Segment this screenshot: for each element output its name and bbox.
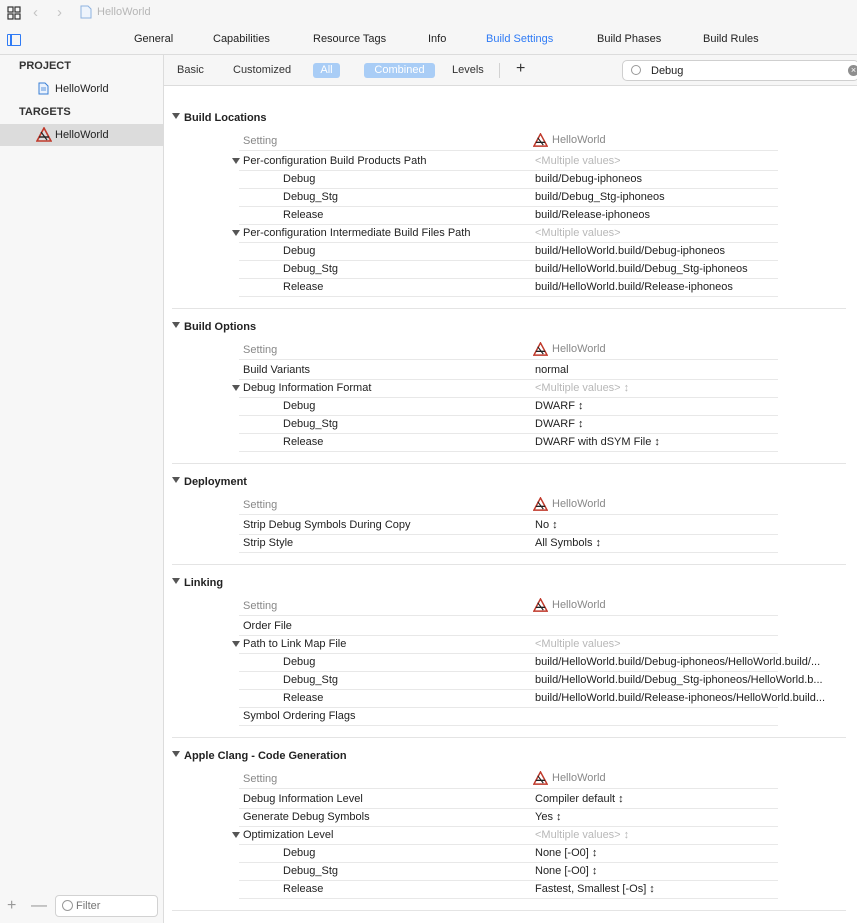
section-divider	[172, 564, 846, 565]
setting-name: Generate Debug Symbols	[243, 811, 370, 823]
setting-name: Build Variants	[243, 364, 311, 376]
clear-search-icon[interactable]: ×	[848, 65, 857, 76]
tab-build-settings[interactable]: Build Settings	[486, 33, 554, 45]
setting-value[interactable]: build/Release-iphoneos	[535, 209, 650, 221]
section-disclosure-icon[interactable]	[172, 477, 180, 483]
filter-field[interactable]	[55, 895, 158, 917]
setting-value[interactable]: <Multiple values>	[535, 638, 621, 650]
column-header-row	[239, 494, 778, 515]
column-header-row	[239, 339, 778, 360]
section-title: Deployment	[184, 476, 247, 488]
filter-icon	[62, 900, 73, 911]
breadcrumb-project[interactable]: HelloWorld	[97, 6, 151, 18]
setting-row[interactable]	[239, 862, 778, 881]
setting-row[interactable]	[239, 880, 778, 899]
search-field[interactable]	[622, 60, 857, 81]
scope-bar	[164, 55, 857, 86]
setting-row[interactable]	[239, 635, 778, 654]
section-title: Build Locations	[184, 112, 267, 124]
setting-name: Debug Information Format	[243, 382, 372, 394]
setting-name: Strip Debug Symbols During Copy	[243, 519, 411, 531]
tab-build-rules[interactable]: Build Rules	[703, 33, 759, 45]
back-arrow-icon[interactable]: ‹	[33, 4, 38, 21]
section-title: Linking	[184, 577, 224, 589]
setting-name: Release	[283, 436, 324, 448]
target-column-header	[533, 342, 606, 356]
setting-value[interactable]: Compiler default ↕	[535, 793, 624, 805]
target-column-label: HelloWorld	[552, 133, 606, 146]
setting-row[interactable]	[239, 379, 778, 398]
setting-value[interactable]: build/Debug_Stg-iphoneos	[535, 191, 665, 203]
sidebar-item-label: HelloWorld	[55, 129, 109, 141]
setting-row[interactable]	[239, 242, 778, 261]
setting-value[interactable]: DWARF ↕	[535, 418, 584, 430]
section-title: Build Options	[184, 321, 257, 333]
setting-row[interactable]	[239, 653, 821, 672]
setting-value[interactable]: No ↕	[535, 519, 558, 531]
disclosure-icon[interactable]	[232, 385, 240, 391]
column-header-row	[239, 595, 778, 616]
toolbar	[0, 0, 857, 26]
disclosure-icon[interactable]	[232, 158, 240, 164]
setting-name: Release	[283, 281, 324, 293]
setting-row[interactable]	[239, 790, 778, 809]
project-heading: PROJECT	[19, 60, 71, 72]
divider	[499, 63, 500, 78]
section-title: Apple Clang - Code Generation	[184, 750, 347, 762]
setting-name: Debug	[283, 656, 316, 668]
tab-info[interactable]: Info	[428, 33, 447, 45]
app-target-icon	[36, 127, 52, 142]
tab-resource-tags[interactable]: Resource Tags	[313, 33, 387, 45]
setting-name: Release	[283, 692, 324, 704]
target-column-label: HelloWorld	[552, 771, 606, 784]
setting-row[interactable]	[239, 671, 823, 690]
setting-row[interactable]	[239, 397, 778, 416]
setting-row[interactable]	[239, 152, 778, 171]
setting-column-header: Setting	[243, 499, 278, 511]
sidebar-item-target[interactable]	[0, 124, 163, 146]
section-disclosure-icon[interactable]	[172, 322, 180, 328]
add-icon[interactable]: +	[7, 897, 17, 914]
section-divider	[172, 910, 846, 911]
target-column-header	[533, 771, 606, 785]
setting-row[interactable]	[239, 707, 778, 726]
setting-column-header: Setting	[243, 773, 278, 785]
search-icon	[631, 65, 641, 75]
column-header-row	[239, 130, 778, 151]
setting-row[interactable]	[239, 224, 778, 243]
setting-value[interactable]: None [-O0] ↕	[535, 847, 598, 859]
app-target-icon	[533, 342, 548, 356]
project-navigator	[0, 55, 164, 923]
section-divider	[172, 737, 846, 738]
add-setting-icon[interactable]: +	[516, 60, 526, 77]
target-column-header	[533, 497, 606, 511]
setting-name: Debug	[283, 245, 316, 257]
setting-row[interactable]	[239, 278, 778, 297]
setting-name: Debug Information Level	[243, 793, 363, 805]
scope-all[interactable]: All	[313, 63, 340, 78]
section-disclosure-icon[interactable]	[172, 113, 180, 119]
setting-row[interactable]	[239, 826, 778, 845]
filter-input[interactable]	[76, 898, 154, 913]
setting-column-header: Setting	[243, 600, 278, 612]
setting-name: Release	[283, 883, 324, 895]
target-column-header	[533, 598, 606, 612]
section-disclosure-icon[interactable]	[172, 751, 180, 757]
setting-row[interactable]	[239, 516, 778, 535]
setting-name: Per-configuration Build Products Path	[243, 155, 427, 167]
setting-value[interactable]: build/HelloWorld.build/Debug-iphoneos/HelloWorld.build/...	[535, 656, 821, 668]
setting-row[interactable]	[239, 844, 778, 863]
setting-row[interactable]	[239, 170, 778, 189]
setting-row[interactable]	[239, 617, 778, 636]
setting-row[interactable]	[239, 415, 778, 434]
setting-value[interactable]: None [-O0] ↕	[535, 865, 598, 877]
setting-value[interactable]: All Symbols ↕	[535, 537, 602, 549]
setting-row[interactable]	[239, 689, 826, 708]
setting-name: Debug	[283, 173, 316, 185]
build-settings-list	[164, 86, 857, 923]
setting-name: Symbol Ordering Flags	[243, 710, 356, 722]
setting-name: Per-configuration Intermediate Build Files Path	[243, 227, 471, 239]
setting-value[interactable]: <Multiple values>	[535, 155, 621, 167]
scope-customized[interactable]: Customized	[233, 64, 292, 76]
targets-heading: TARGETS	[19, 106, 71, 118]
setting-name: Debug_Stg	[283, 263, 339, 275]
setting-row[interactable]	[239, 534, 778, 553]
setting-value[interactable]: <Multiple values> ↕	[535, 829, 630, 841]
project-file-icon	[38, 82, 49, 95]
setting-value[interactable]: Yes ↕	[535, 811, 562, 823]
setting-value[interactable]: build/HelloWorld.build/Release-iphoneos	[535, 281, 733, 293]
disclosure-icon[interactable]	[232, 230, 240, 236]
sidebar-item-label: HelloWorld	[55, 83, 109, 95]
section-disclosure-icon[interactable]	[172, 578, 180, 584]
app-target-icon	[533, 133, 548, 147]
sidebar-item-project[interactable]	[0, 78, 163, 100]
target-column-label: HelloWorld	[552, 497, 606, 510]
project-file-icon	[80, 5, 92, 19]
setting-value[interactable]: DWARF with dSYM File ↕	[535, 436, 660, 448]
app-target-icon	[533, 497, 548, 511]
editor-tab-bar	[0, 26, 857, 55]
target-column-header	[533, 133, 606, 147]
setting-name: Path to Link Map File	[243, 638, 347, 650]
sidebar-toggle-icon[interactable]	[7, 34, 21, 46]
setting-name: Strip Style	[243, 537, 294, 549]
setting-name: Debug	[283, 400, 316, 412]
setting-value[interactable]: Fastest, Smallest [-Os] ↕	[535, 883, 655, 895]
section-divider	[172, 308, 846, 309]
tab-general[interactable]: General	[134, 33, 174, 45]
setting-row[interactable]	[239, 260, 778, 279]
setting-name: Release	[283, 209, 324, 221]
scope-combined[interactable]: Combined	[364, 63, 435, 78]
setting-name: Debug	[283, 847, 316, 859]
scope-levels[interactable]: Levels	[452, 64, 484, 76]
setting-value[interactable]: build/Debug-iphoneos	[535, 173, 643, 185]
target-column-label: HelloWorld	[552, 598, 606, 611]
scope-basic[interactable]: Basic	[177, 64, 204, 76]
setting-name: Debug_Stg	[283, 674, 339, 686]
forward-arrow-icon[interactable]: ›	[57, 4, 62, 21]
setting-row[interactable]	[239, 361, 778, 380]
setting-name: Debug_Stg	[283, 191, 339, 203]
setting-value[interactable]: DWARF ↕	[535, 400, 584, 412]
tab-build-phases[interactable]: Build Phases	[597, 33, 662, 45]
setting-value[interactable]: build/HelloWorld.build/Debug_Stg-iphoneos/HelloWorld.b...	[535, 674, 823, 686]
search-input[interactable]	[651, 63, 836, 78]
setting-name: Order File	[243, 620, 292, 632]
setting-row[interactable]	[239, 433, 778, 452]
tab-capabilities[interactable]: Capabilities	[213, 33, 270, 45]
setting-value[interactable]: normal	[535, 364, 569, 376]
setting-name: Optimization Level	[243, 829, 334, 841]
setting-value[interactable]: build/HelloWorld.build/Debug-iphoneos	[535, 245, 725, 257]
setting-name: Debug_Stg	[283, 418, 339, 430]
app-target-icon	[533, 598, 548, 612]
setting-value[interactable]: build/HelloWorld.build/Release-iphoneos/HelloWorld.build...	[535, 692, 826, 704]
setting-row[interactable]	[239, 808, 778, 827]
related-items-icon[interactable]	[7, 6, 21, 20]
setting-row[interactable]	[239, 206, 778, 225]
setting-row[interactable]	[239, 188, 778, 207]
column-header-row	[239, 768, 778, 789]
remove-icon[interactable]: —	[31, 897, 47, 914]
setting-value[interactable]: <Multiple values>	[535, 227, 621, 239]
setting-name: Debug_Stg	[283, 865, 339, 877]
disclosure-icon[interactable]	[232, 832, 240, 838]
setting-value[interactable]: <Multiple values> ↕	[535, 382, 630, 394]
setting-column-header: Setting	[243, 135, 278, 147]
app-target-icon	[533, 771, 548, 785]
target-column-label: HelloWorld	[552, 342, 606, 355]
disclosure-icon[interactable]	[232, 641, 240, 647]
setting-column-header: Setting	[243, 344, 278, 356]
section-divider	[172, 463, 846, 464]
setting-value[interactable]: build/HelloWorld.build/Debug_Stg-iphoneos	[535, 263, 748, 275]
